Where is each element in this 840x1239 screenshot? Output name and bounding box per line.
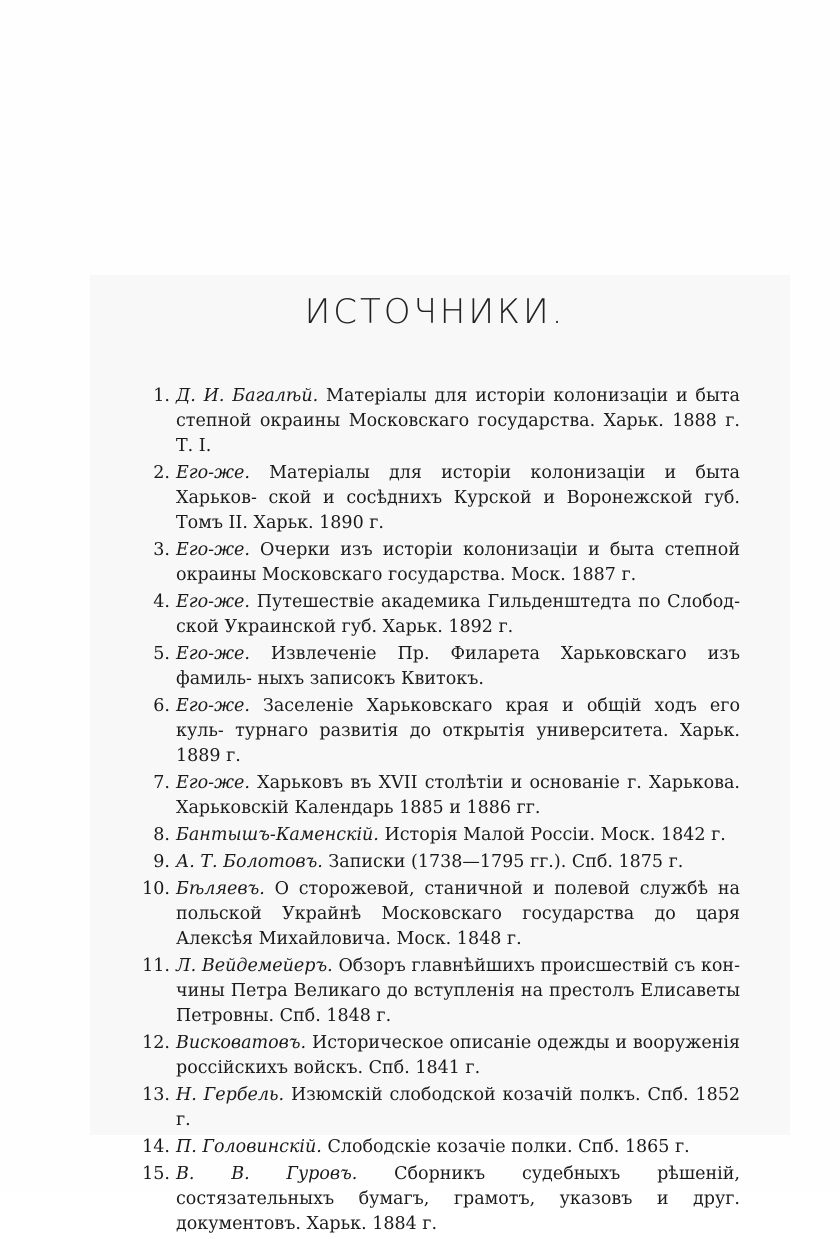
- source-entry: [140, 694, 740, 769]
- entry-author: Его-же.: [176, 773, 250, 793]
- entry-line: Матеріалы для исторіи колонизаціи и быта: [326, 386, 740, 406]
- entry-number: 11.: [142, 956, 170, 976]
- source-entry: [140, 1162, 740, 1237]
- source-entry: [140, 590, 740, 640]
- source-entry: [140, 1031, 740, 1081]
- entry-number: 13.: [142, 1085, 170, 1105]
- entry-line: Харьковъ въ XVII столѣтіи и основаніе г. Харькова.: [257, 773, 740, 793]
- entry-text: [176, 694, 740, 769]
- entry-number: 12.: [142, 1033, 170, 1053]
- entry-author: Висковатовъ.: [176, 1033, 307, 1053]
- entry-line: чины Петра Великаго до вступленія на престолъ Елисаветы: [176, 981, 740, 1001]
- entry-line: окраины Московскаго государства. Моск. 1887 г.: [176, 565, 637, 585]
- entry-author: В. В. Гуровъ.: [176, 1164, 358, 1184]
- entry-text: [176, 1135, 740, 1160]
- entry-author: Н. Гербель.: [176, 1085, 285, 1105]
- source-entry: [140, 771, 740, 821]
- entry-author: Д. И. Багалѣй.: [176, 386, 319, 406]
- entry-number: 1.: [153, 386, 170, 406]
- source-entry: [140, 954, 740, 1029]
- entry-text: [176, 461, 740, 536]
- source-entry: [140, 461, 740, 536]
- entry-line: Извлеченіе Пр. Филарета Харьковскаго изъ фамиль-: [176, 644, 740, 689]
- entry-line: ской Украинской губ. Харьк. 1892 г.: [176, 617, 514, 637]
- entry-text: [176, 590, 740, 640]
- entry-text: [176, 771, 740, 821]
- entry-text: [176, 850, 740, 875]
- entry-line: Путешествіе академика Гильденштедта по Слобод-: [256, 592, 740, 612]
- entry-author: Его-же.: [176, 696, 250, 716]
- entry-line: степной окраины Московскаго государства. Харьк. 1888 г. Т. I.: [176, 411, 740, 456]
- entry-line: польской Украйнѣ Московскаго государства до царя Алексѣя: [176, 904, 740, 949]
- entry-line: Очерки изъ исторіи колонизаціи и быта степной: [260, 540, 740, 560]
- entry-author: Его-же.: [176, 463, 250, 483]
- source-entry: [140, 877, 740, 952]
- entry-text: [176, 823, 740, 848]
- source-entry: [140, 850, 740, 875]
- source-entry: [140, 384, 740, 459]
- entry-line: Записки (1738—1795 гг.). Спб. 1875 г.: [328, 852, 684, 872]
- entry-number: 6.: [153, 696, 170, 716]
- entry-text: [176, 877, 740, 952]
- entry-author: П. Головинскій.: [176, 1137, 322, 1157]
- entry-line: Заселеніе Харьковскаго края и общій ходъ его куль-: [176, 696, 740, 741]
- entry-number: 14.: [142, 1137, 170, 1157]
- entry-number: 10.: [142, 879, 170, 899]
- entry-line: Обзоръ главнѣйшихъ происшествій съ кон-: [338, 956, 740, 976]
- entry-line: Исторія Малой Россіи. Моск. 1842 г.: [384, 825, 726, 845]
- entry-line: Матеріалы для исторіи колонизаціи и быта Харьков-: [176, 463, 740, 508]
- entry-author: А. Т. Болотовъ.: [176, 852, 323, 872]
- source-entry: [140, 823, 740, 848]
- entry-number: 4.: [153, 592, 170, 612]
- entry-number: 3.: [153, 540, 170, 560]
- entry-author: Бантышъ-Каменскій.: [176, 825, 379, 845]
- entry-line: Петровны. Спб. 1848 г.: [176, 1006, 392, 1026]
- entry-line: Сборникъ судебныхъ рѣшеній, состязательныхъ: [176, 1164, 740, 1209]
- entry-text: [176, 1083, 740, 1133]
- entry-author: Его-же.: [176, 540, 250, 560]
- entry-line: Харьк. 1890 г.: [253, 513, 384, 533]
- entry-number: 7.: [153, 773, 170, 793]
- source-entry: [140, 1135, 740, 1160]
- entry-author: Л. Вейдемейеръ.: [176, 956, 333, 976]
- entry-number: 2.: [153, 463, 170, 483]
- entry-number: 8.: [153, 825, 170, 845]
- source-entry: [140, 642, 740, 692]
- entry-author: Его-же.: [176, 592, 250, 612]
- entry-text: [176, 642, 740, 692]
- entry-author: Бѣляевъ.: [176, 879, 265, 899]
- entry-line: О сторожевой, станичной и полевой службѣ на: [274, 879, 740, 899]
- page-title: ИСТОЧНИКИ.: [304, 292, 566, 332]
- entry-text: [176, 1162, 740, 1237]
- entry-text: [176, 1031, 740, 1081]
- entry-line: Историческое описаніе одежды и вооруженія: [311, 1033, 740, 1053]
- entry-text: [176, 954, 740, 1029]
- source-entry: [140, 538, 740, 588]
- entry-number: 9.: [153, 852, 170, 872]
- entry-line: турнаго развитія до открытія университета. Харьк. 1889 г.: [176, 721, 740, 766]
- sources-list: [140, 384, 740, 1239]
- entry-line: Слободскіе козачіе полки. Спб. 1865 г.: [327, 1137, 690, 1157]
- entry-line: россійскихъ войскъ. Спб. 1841 г.: [176, 1058, 481, 1078]
- entry-text: [176, 538, 740, 588]
- entry-line: бумагъ, грамотъ, указовъ и друг. документовъ. Харьк. 1884 г.: [176, 1189, 740, 1234]
- entry-line: Изюмскій слободской козачій полкъ. Спб. 1852 г.: [176, 1085, 740, 1130]
- entry-author: Его-же.: [176, 644, 250, 664]
- entry-number: 5.: [153, 644, 170, 664]
- entry-line: Харьковскій Календарь 1885 и 1886 гг.: [176, 798, 541, 818]
- entry-line: ныхъ записокъ Квитокъ.: [257, 669, 484, 689]
- entry-line: ской и сосѣднихъ Курской и Воронежской губ. Томъ II.: [176, 488, 740, 533]
- entry-number: 15.: [142, 1164, 170, 1184]
- entry-line: Михайловича. Моск. 1848 г.: [258, 929, 522, 949]
- entry-text: [176, 384, 740, 459]
- source-entry: [140, 1083, 740, 1133]
